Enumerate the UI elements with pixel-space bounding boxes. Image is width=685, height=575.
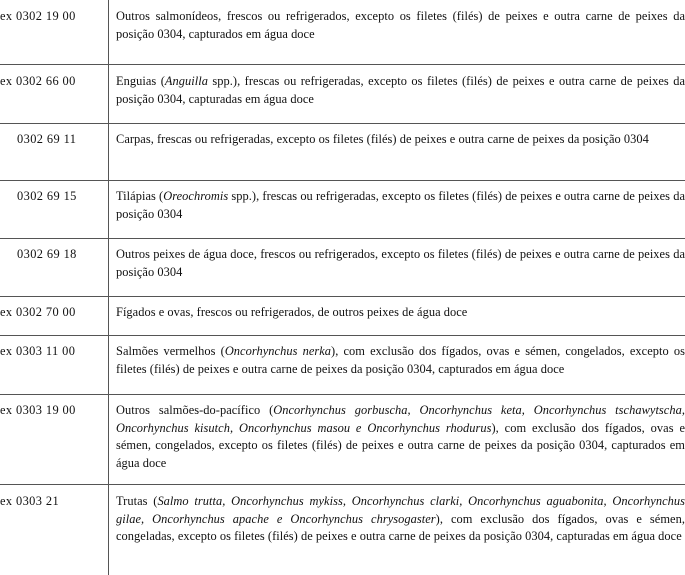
tariff-code: 0302 69 11 [0, 124, 109, 181]
table-row [0, 65, 685, 124]
description-text: spp.), frescas ou refrigeradas, excepto os filetes (filés) de peixes e outra carne de peixes da posição 0304, capturadas em água doce [116, 74, 685, 106]
tariff-code: ex 0302 66 00 [0, 65, 109, 124]
tariff-description [109, 181, 685, 239]
description-text: ), com exclusão dos fígados, ovas e sémen, congelados, excepto os filetes (filés) de peixes e outra carne de peixes da posição 0304, capturados em água doce [116, 344, 685, 376]
description-text: Fígados e ovas, frescos ou refrigerados, de outros peixes de água doce [116, 305, 467, 319]
table-row [0, 336, 685, 395]
description-text: ), com exclusão dos fígados, ovas e sémen, congelados, excepto os filetes (filés) de peixes e outra carne de peixes da posição 0304, capturados em água doce [116, 421, 685, 470]
description-text: Carpas, frescas ou refrigeradas, excepto os filetes (filés) de peixes e outra carne de peixes da posição 0304 [116, 132, 649, 146]
species-name: Anguilla [165, 74, 208, 88]
tariff-description [109, 485, 685, 575]
tariff-code: ex 0302 70 00 [0, 297, 109, 336]
species-name: Oncorhynchus gorbuscha, Oncorhynchus keta, Oncorhynchus tschawytscha, Oncorhynchus kisutch, Oncorhynchus masou e Oncorhynchus rhodurus [116, 403, 685, 435]
description-text: Outros salmões-do-pacífico ( [116, 403, 273, 417]
table-row [0, 181, 685, 239]
table-row [0, 124, 685, 181]
table-row [0, 297, 685, 336]
description-text: Trutas ( [116, 494, 157, 508]
table-row [0, 0, 685, 65]
tariff-description [109, 124, 685, 181]
table-row [0, 485, 685, 575]
description-text: Tilápias ( [116, 189, 163, 203]
species-name: Oncorhynchus nerka [225, 344, 331, 358]
description-text: Enguias ( [116, 74, 165, 88]
tariff-description [109, 65, 685, 124]
description-text: spp.), frescas ou refrigeradas, excepto os filetes (filés) de peixes e outra carne de peixes da posição 0304 [116, 189, 685, 221]
tariff-code: ex 0303 11 00 [0, 336, 109, 395]
tariff-code: ex 0303 21 [0, 485, 109, 575]
description-text: Outros salmonídeos, frescos ou refrigerados, excepto os filetes (filés) de peixes e outra carne de peixes da posição 0304, capturados em água doce [116, 9, 685, 41]
description-text: Salmões vermelhos ( [116, 344, 225, 358]
tariff-description [109, 239, 685, 297]
table-row [0, 395, 685, 485]
tariff-description [109, 297, 685, 336]
table-row [0, 239, 685, 297]
tariff-description [109, 395, 685, 485]
species-name: Salmo trutta, Oncorhynchus mykiss, Oncorhynchus clarki, Oncorhynchus aguabonita, Oncorhynchus gilae, Oncorhynchus apache e Oncorhynchus chrysogaster [116, 494, 685, 526]
tariff-description [109, 0, 685, 65]
tariff-description [109, 336, 685, 395]
tariff-code: 0302 69 15 [0, 181, 109, 239]
species-name: Oreochromis [163, 189, 228, 203]
description-text: Outros peixes de água doce, frescos ou refrigerados, excepto os filetes (filés) de peixes e outra carne de peixes da posição 0304 [116, 247, 685, 279]
tariff-code: 0302 69 18 [0, 239, 109, 297]
description-text: ), com exclusão dos fígados, ovas e sémen, congeladas, excepto os filetes (filés) de peixes e outra carne de peixes da posição 0304, capturadas em água doce [116, 512, 685, 544]
tariff-code: ex 0302 19 00 [0, 0, 109, 65]
tariff-code: ex 0303 19 00 [0, 395, 109, 485]
